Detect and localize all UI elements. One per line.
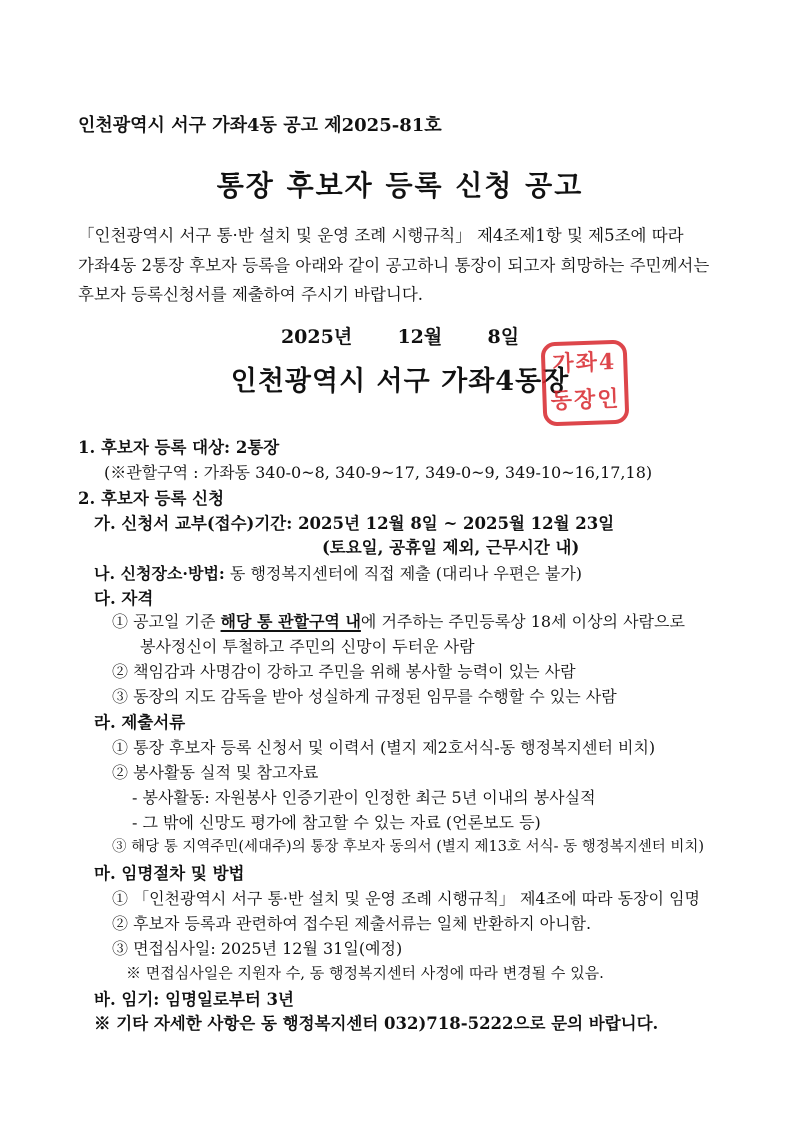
item-ra-1: ① 통장 후보자 등록 신청서 및 이력서 (별지 제2호서식-동 행정복지센터 비치) — [112, 738, 656, 757]
item-ma-3: ③ 면접심사일: 2025년 12월 31일(예정) — [112, 939, 403, 958]
item-na — [94, 566, 582, 582]
official-seal-stamp: 가좌4 동장인 — [541, 340, 630, 427]
item-ga-note: (토요일, 공휴일 제외, 근무시간 내) — [322, 538, 580, 557]
jurisdiction-emphasis: 해당 통 관할구역 내 — [220, 612, 361, 631]
intro-line-1: 「인천광역시 서구 통·반 설치 및 운영 조례 시행규칙」 제4조제1항 및 제5조에 따라 — [78, 226, 684, 245]
date-month: 12월 — [397, 326, 443, 348]
item-ga: 가. 신청서 교부(접수)기간: 2025년 12월 8일 ~ 2025월 12월 23일 — [94, 514, 615, 533]
section-1-heading: 1. 후보자 등록 대상: 2통장 — [78, 438, 280, 457]
item-da-heading: 다. 자격 — [94, 589, 154, 608]
issuer-name: 인천광역시 서구 가좌4동장 — [230, 366, 570, 397]
intro-line-2: 가좌4동 2통장 후보자 등록을 아래와 같이 공고하니 통장이 되고자 희망하는 주민께서는 — [78, 256, 710, 275]
section-1-note: (※관할구역 : 가좌동 340-0~8, 340-9~17, 349-0~9, 349-10~16,17,18) — [104, 463, 653, 482]
item-na-text: 동 행정복지센터에 직접 제출 (대리나 우편은 불가) — [224, 564, 583, 583]
item-ra-2: ② 봉사활동 실적 및 참고자료 — [112, 763, 319, 782]
page-title: 통장 후보자 등록 신청 공고 — [216, 169, 584, 202]
item-ra-2-b: - 그 밖에 신망도 평가에 참고할 수 있는 자료 (언론보도 등) — [132, 813, 541, 832]
item-da-1-cont: 봉사정신이 투철하고 주민의 신망이 두터운 사람 — [140, 637, 475, 656]
intro-line-3: 후보자 등록신청서를 제출하여 주시기 바랍니다. — [78, 285, 424, 304]
item-ma-3-note: ※ 면접심사일은 지원자 수, 동 행정복지센터 사정에 따라 변경될 수 있음. — [126, 964, 604, 982]
contact-note: ※ 기타 자세한 사항은 동 행정복지센터 032)718-5222으로 문의 바랍니다. — [94, 1014, 659, 1033]
item-da-2: ② 책임감과 사명감이 강하고 주민을 위해 봉사할 능력이 있는 사람 — [112, 662, 576, 681]
item-ra-2-a: - 봉사활동: 자원봉사 인증기관이 인정한 최근 5년 이내의 봉사실적 — [132, 788, 596, 807]
item-ma-heading: 마. 임명절차 및 방법 — [94, 864, 245, 883]
item-da-3: ③ 동장의 지도 감독을 받아 성실하게 규정된 임무를 수행할 수 있는 사람 — [112, 687, 617, 706]
date-day: 8일 — [487, 326, 520, 348]
notice-date — [0, 328, 800, 347]
item-ba: 바. 임기: 임명일로부터 3년 — [94, 990, 294, 1009]
section-2-heading: 2. 후보자 등록 신청 — [78, 489, 225, 508]
notice-number: 인천광역시 서구 가좌4동 공고 제2025-81호 — [78, 115, 442, 136]
item-ma-2: ② 후보자 등록과 관련하여 접수된 제출서류는 일체 반환하지 아니함. — [112, 914, 592, 933]
item-ma-1: ① 「인천광역시 서구 통·반 설치 및 운영 조례 시행규칙」 제4조에 따라 동장이 임명 — [112, 889, 700, 908]
item-na-label: 나. 신청장소·방법: — [94, 564, 225, 583]
item-da-1: ① 공고일 기준 해당 통 관할구역 내에 거주하는 주민등록상 18세 이상의 사람으로 — [112, 612, 685, 631]
date-year: 2025년 — [280, 326, 353, 348]
item-ra-3: ③ 해당 통 지역주민(세대주)의 통장 후보자 동의서 (별지 제13호 서식- 동 행정복지센터 비치) — [112, 839, 705, 855]
item-ra-heading: 라. 제출서류 — [94, 713, 186, 732]
